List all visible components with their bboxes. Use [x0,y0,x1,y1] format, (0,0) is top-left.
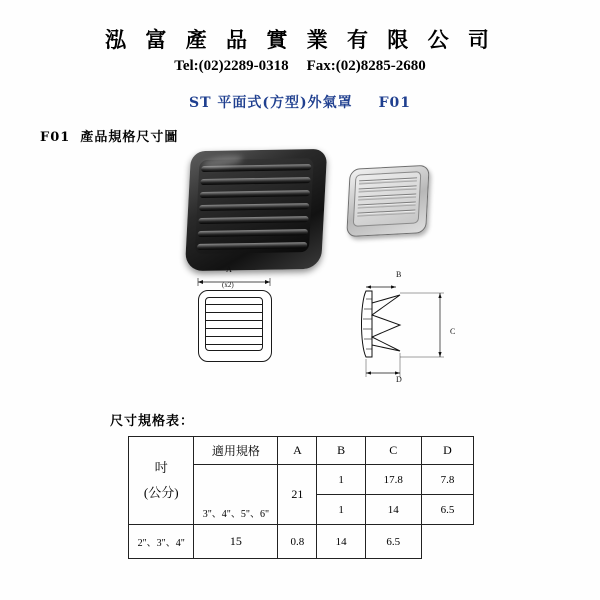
cell-a-1: 21 [278,465,317,525]
column-header-d: D [421,437,473,465]
dimension-label-a-note: (x2) [222,281,234,289]
fax-number: Fax:(02)8285-2680 [306,58,426,74]
cell-b-1: 1 [317,495,365,525]
cell-c-2: 14 [317,525,365,559]
cell-spec-1: 3"、4"、5"、6" [194,465,278,525]
dimension-drawing-label [40,126,178,145]
unit-label-inch: 吋 [154,459,168,475]
cell-d-0: 7.8 [421,465,473,495]
product-code: F01 [378,95,412,111]
product-title: ST 平面式(方型)外氣罩 [188,95,353,111]
unit-cell [129,437,194,525]
drawing-label-code: F01 [40,130,71,145]
cell-b-0: 1 [317,465,365,495]
side-section-view-drawing [348,285,458,385]
dimension-label-d: D [396,375,402,384]
cell-d-1: 6.5 [421,495,473,525]
vent-cover-photo-small [346,165,427,235]
vent-louver-panel-small [353,171,422,227]
dimension-label-c: C [450,327,456,336]
specification-table [128,436,474,559]
telephone-number: Tel:(02)2289-0318 [174,58,289,74]
cell-c-1: 14 [365,495,421,525]
front-view-drawing [198,290,270,360]
vent-cover-photo-main [185,149,327,271]
cell-b-2: 0.8 [278,525,317,559]
product-heading [0,92,600,112]
front-view-louvers [205,297,263,351]
unit-label-cm: (公分) [143,484,179,500]
company-title: 泓 富 產 品 實 業 有 限 公 司 [105,27,495,52]
cell-c-0: 17.8 [365,465,421,495]
table-header-row [129,437,474,465]
contact-line [0,58,600,75]
column-header-b: B [317,437,365,465]
dimension-label-a: A [226,265,232,274]
dimension-label-b: B [396,270,402,279]
drawing-label-text: 產品規格尺寸圖 [80,130,179,145]
vent-louver-panel [195,158,314,254]
cell-d-2: 6.5 [365,525,421,559]
cell-a-2: 15 [194,525,278,559]
product-drawing-area [120,145,490,395]
dimension-line-a [196,278,272,286]
column-header-a: A [278,437,317,465]
column-header-spec: 適用規格 [194,437,278,465]
table-row [129,525,474,559]
cell-spec-2: 2"、3"、4" [129,525,194,559]
column-header-c: C [365,437,421,465]
spec-table-label: 尺寸規格表： [110,414,195,429]
